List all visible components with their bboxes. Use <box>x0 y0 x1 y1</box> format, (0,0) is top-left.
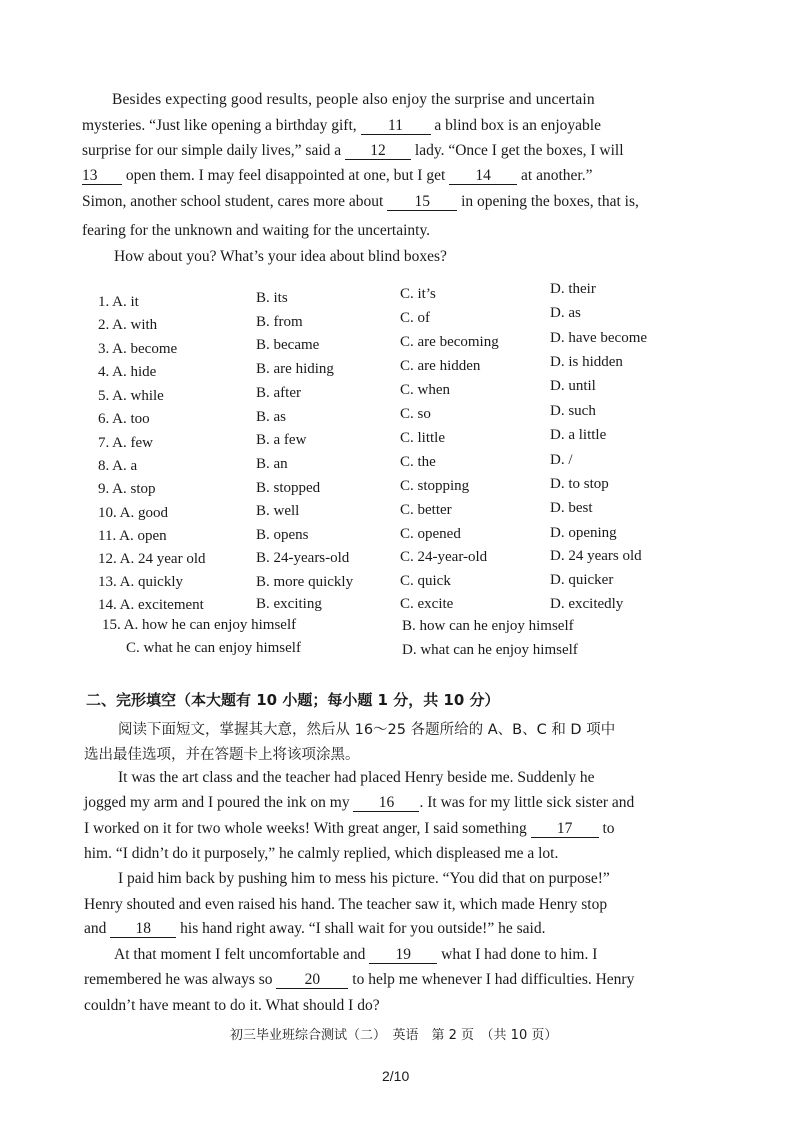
option-14-b: B. exciting <box>256 596 322 613</box>
blank-15: 15 <box>387 194 457 211</box>
passage-line <box>114 947 597 964</box>
option-11-a: 11. A. open <box>98 528 167 545</box>
option-8-c: C. the <box>400 454 436 470</box>
passage-text: mysteries. “Just like opening a birthday gift, <box>82 117 357 134</box>
blank-13: 13 <box>82 168 122 185</box>
option-9-d: D. to stop <box>550 475 609 492</box>
option-13-b: B. more quickly <box>256 573 354 590</box>
passage-line: him. “I didn’t do it purposely,” he calmly replied, which displeased me a lot. <box>84 845 559 862</box>
passage-text: at another.” <box>521 167 593 184</box>
option-13-c: C. quick <box>400 573 451 589</box>
option-6-b: B. as <box>256 408 286 425</box>
blank-14: 14 <box>449 168 517 185</box>
passage-text: surprise for our simple daily lives,” said a <box>82 142 342 159</box>
option-4-d: D. is hidden <box>550 354 623 371</box>
passage-text: remembered he was always so <box>84 971 273 988</box>
passage-text: I get <box>417 167 446 184</box>
option-15a: 15. A. how he can enjoy himself <box>102 617 297 633</box>
blank-11: 11 <box>361 118 431 135</box>
passage-text: what I had done to him. I <box>441 946 598 963</box>
passage-text: Simon, another school student, cares more about <box>82 193 384 210</box>
passage-line: Henry shouted and even raised his hand. The teacher saw it, which made Henry stop <box>84 896 608 913</box>
option-5-d: D. until <box>550 378 596 395</box>
passage-line: Besides expecting good results, people also enjoy the surprise and uncertain <box>112 91 595 108</box>
option-9-b: B. stopped <box>256 479 321 496</box>
option-15d: D. what can he enjoy himself <box>402 642 578 658</box>
option-7-c: C. little <box>400 430 445 446</box>
passage-text: and <box>84 920 107 937</box>
option-11-b: B. opens <box>256 527 309 544</box>
option-2-d: D. as <box>550 305 581 322</box>
blank-12: 12 <box>345 143 411 160</box>
option-6-a: 6. A. too <box>98 411 150 428</box>
passage-line <box>84 821 615 838</box>
option-14-d: D. excitedly <box>550 595 624 612</box>
option-14-c: C. excite <box>400 596 454 612</box>
option-8-b: B. an <box>256 456 288 472</box>
option-7-a: 7. A. few <box>98 434 153 451</box>
passage-line: I paid him back by pushing him to mess his picture. “You did that on purpose!” <box>118 870 610 887</box>
passage-line <box>82 118 601 135</box>
section-instruction: 阅读下面短文，掌握其大意，然后从 16～25 各题所给的 A、B、C 和 D 项中 <box>118 722 616 738</box>
option-2-a: 2. A. with <box>98 317 158 334</box>
option-12-c: C. 24-year-old <box>400 549 488 565</box>
option-2-c: C. of <box>400 310 430 326</box>
passage-line <box>84 795 634 812</box>
option-9-c: C. stopping <box>400 478 470 494</box>
option-3-b: B. became <box>256 337 320 354</box>
option-4-c: C. are hidden <box>400 358 481 374</box>
option-3-c: C. are becoming <box>400 334 499 350</box>
passage-text: to <box>602 820 615 837</box>
passage-text: I worked on it for two whole weeks! With great anger, I said something <box>84 820 527 837</box>
option-11-d: D. opening <box>550 524 617 541</box>
passage-line: How about you? What’s your idea about blind boxes? <box>114 248 447 265</box>
option-8-d: D. / <box>550 451 573 468</box>
passage-text: open them. I may feel disappointed at one, but <box>125 167 414 184</box>
passage-text: . It was for my little sick sister and <box>419 794 635 811</box>
blank-16: 16 <box>353 795 419 812</box>
passage-text: jogged my arm and I poured the ink on my <box>84 794 350 811</box>
option-8-a: 8. A. a <box>98 458 138 474</box>
passage-text: lady. “Once I get the boxes, I will <box>414 142 624 159</box>
option-2-b: B. from <box>256 313 303 330</box>
option-13-d: D. quicker <box>550 572 614 589</box>
option-12-d: D. 24 years old <box>550 547 642 564</box>
option-1-c: C. it’s <box>400 286 436 302</box>
section-instruction: 选出最佳选项，并在答题卡上将该项涂黑。 <box>84 747 360 763</box>
option-4-a: 4. A. hide <box>98 364 157 381</box>
passage-line: couldn’t have meant to do it. What should I do? <box>84 997 380 1014</box>
option-5-a: 5. A. while <box>98 387 164 404</box>
passage-text: to help me whenever I had difficulties. Henry <box>352 971 635 988</box>
option-3-d: D. have become <box>550 329 648 346</box>
option-10-a: 10. A. good <box>98 504 169 521</box>
option-13-a: 13. A. quickly <box>98 574 183 591</box>
option-7-b: B. a few <box>256 432 307 449</box>
passage-line <box>82 194 639 211</box>
option-5-b: B. after <box>256 384 301 401</box>
option-1-d: D. their <box>550 281 596 297</box>
option-9-a: 9. A. stop <box>98 481 156 498</box>
option-3-a: 3. A. become <box>98 340 178 357</box>
option-14-a: 14. A. excitement <box>98 596 204 613</box>
passage-line <box>84 921 545 938</box>
option-1-b: B. its <box>256 290 288 306</box>
option-15c: C. what he can enjoy himself <box>126 640 301 656</box>
option-6-d: D. such <box>550 402 596 419</box>
page-number: 2/10 <box>382 1068 410 1084</box>
passage-text: in opening the boxes, that is, <box>461 193 639 210</box>
option-10-c: C. better <box>400 502 452 518</box>
blank-20: 20 <box>276 972 348 989</box>
passage-line <box>82 168 592 185</box>
blank-19: 19 <box>369 947 437 964</box>
option-6-c: C. so <box>400 406 431 422</box>
passage-line <box>82 143 624 160</box>
option-12-a: 12. A. 24 year old <box>98 550 206 567</box>
passage-line: fearing for the unknown and waiting for the uncertainty. <box>82 222 431 239</box>
passage-line <box>84 972 634 989</box>
section-heading: 二、完形填空（本大题有 10 小题；每小题 1 分，共 10 分） <box>86 691 500 709</box>
passage-text: his hand right away. “I shall wait for you outside!” he said. <box>180 920 546 937</box>
option-12-b: B. 24-years-old <box>256 549 350 566</box>
option-15b: B. how can he enjoy himself <box>402 618 574 634</box>
option-5-c: C. when <box>400 382 450 398</box>
option-1-a: 1. A. it <box>98 294 139 310</box>
passage-line: It was the art class and the teacher had placed Henry beside me. Suddenly he <box>118 769 595 786</box>
option-7-d: D. a little <box>550 427 607 444</box>
option-10-b: B. well <box>256 503 300 520</box>
blank-17: 17 <box>531 821 599 838</box>
option-11-c: C. opened <box>400 526 461 542</box>
blank-18: 18 <box>110 921 176 938</box>
option-4-b: B. are hiding <box>256 361 334 378</box>
passage-text: At that moment I felt uncomfortable and <box>114 946 366 963</box>
passage-text: a blind box is an enjoyable <box>434 117 601 134</box>
page-footer: 初三毕业班综合测试（二） 英语 第 2 页 （共 10 页） <box>230 1028 558 1043</box>
option-10-d: D. best <box>550 500 593 517</box>
